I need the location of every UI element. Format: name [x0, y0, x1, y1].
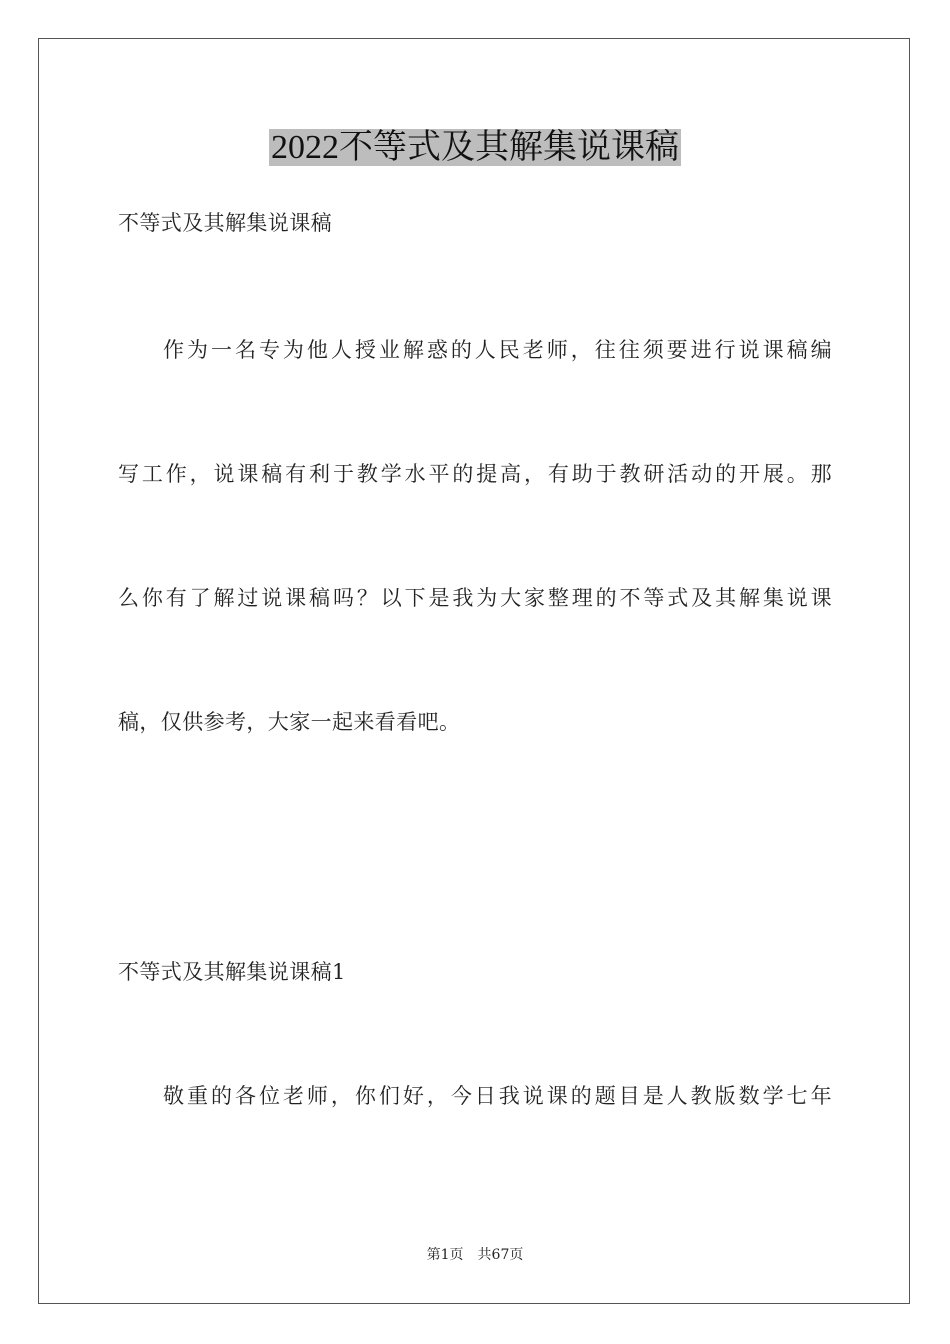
- paragraph-line: 么你有了解过说课稿吗？以下是我为大家整理的不等式及其解集说课: [118, 586, 832, 610]
- document-title-text: 2022不等式及其解集说课稿: [271, 129, 679, 166]
- paragraph-line: 写工作，说课稿有利于教学水平的提高，有助于教研活动的开展。那: [118, 462, 832, 486]
- page-total: 共67页: [477, 1247, 524, 1263]
- section-heading: 不等式及其解集说课稿1: [118, 960, 346, 984]
- page-footer: [0, 1245, 950, 1265]
- document-subtitle: 不等式及其解集说课稿: [118, 211, 332, 235]
- paragraph-line: 敬重的各位老师，你们好，今日我说课的题目是人教版数学七年: [163, 1084, 832, 1108]
- page-number: 第1页: [426, 1247, 464, 1263]
- paragraph-line: 作为一名专为他人授业解惑的人民老师，往往须要进行说课稿编: [163, 338, 832, 362]
- document-title: [0, 126, 950, 170]
- paragraph-line: 稿，仅供参考，大家一起来看看吧。: [118, 710, 461, 734]
